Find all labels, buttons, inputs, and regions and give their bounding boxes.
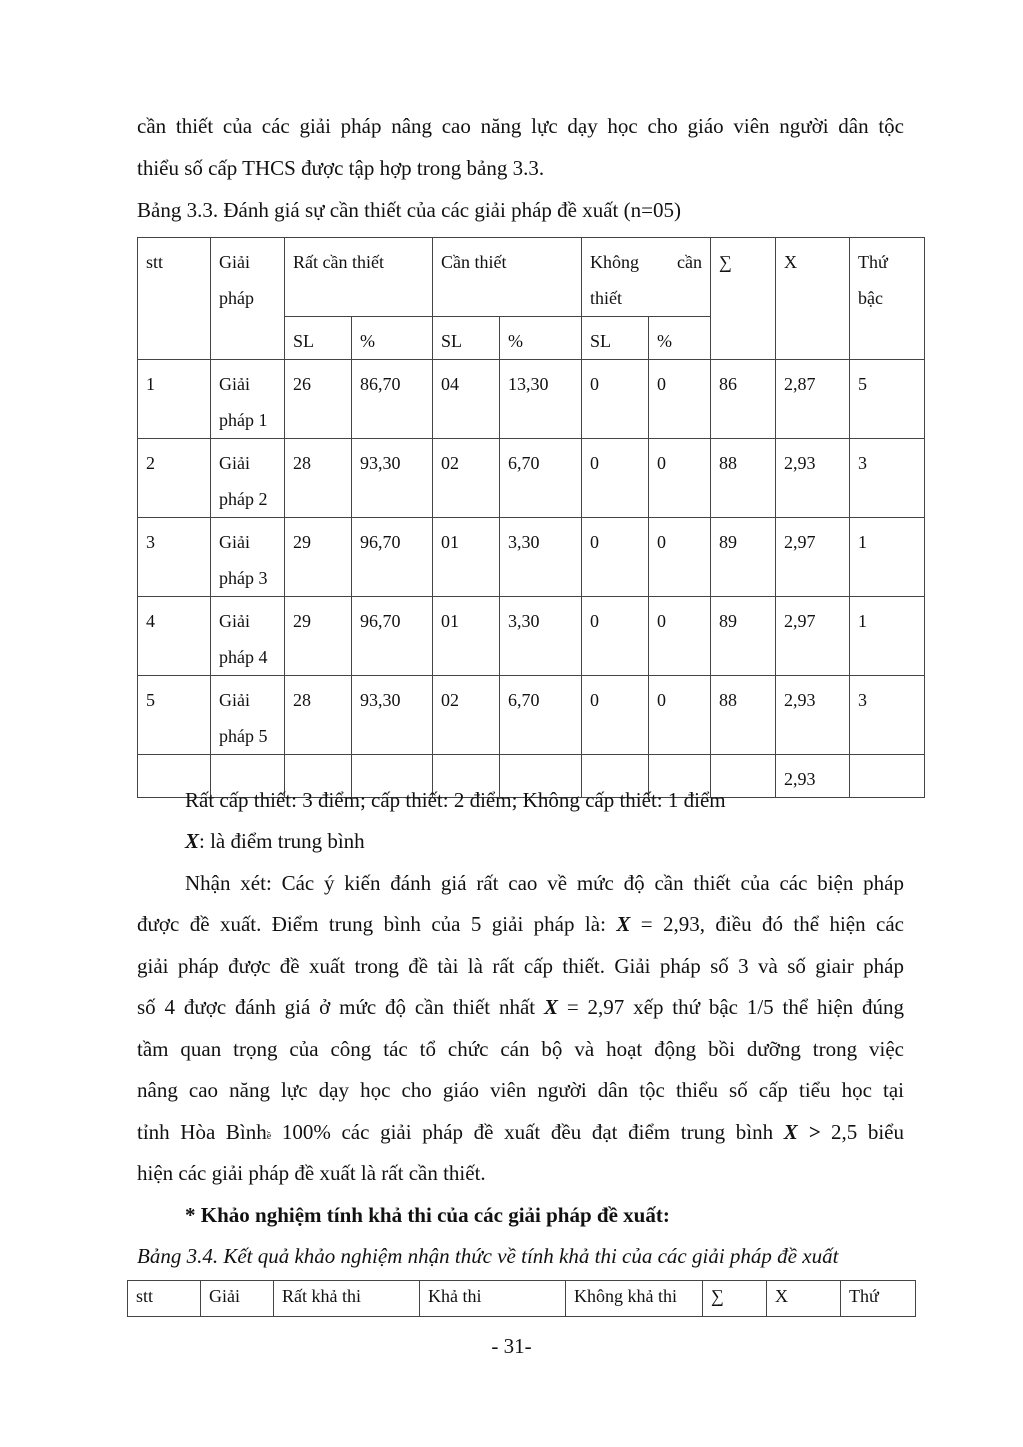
cell-value: 6,70 — [500, 676, 582, 755]
table-3-4-caption: Bảng 3.4. Kết quả khảo nghiệm nhận thức về tính khả thi của các giải pháp đề xuất — [137, 1244, 839, 1268]
subheader-pct: % — [352, 317, 433, 360]
cell-sum: 89 — [711, 518, 776, 597]
cell-x: 2,87 — [776, 360, 850, 439]
remark-line-7: tỉnh Hòa Bìnhề 100% các giải pháp đề xuất đều đạt điểm trung bình X > 2,5 biểu — [137, 1120, 904, 1144]
cell-value: 28 — [285, 676, 352, 755]
subheader-pct: % — [649, 317, 711, 360]
remark-line-4: số 4 được đánh giá ở mức độ cần thiết nhất X = 2,97 xếp thứ bậc 1/5 thể hiện đúng — [137, 995, 904, 1019]
cell-stt: 2 — [138, 439, 211, 518]
table-row — [138, 597, 925, 676]
header-sum: ∑ — [703, 1281, 767, 1317]
header-thu-bac: Thứ bậc — [850, 238, 925, 360]
cell-value: 96,70 — [352, 518, 433, 597]
cell-value: 93,30 — [352, 439, 433, 518]
header-stt: stt — [138, 238, 211, 360]
cell-total-x: 2,93 — [776, 755, 850, 798]
cell-rank: 5 — [850, 360, 925, 439]
cell-value: 02 — [433, 439, 500, 518]
table-row — [138, 439, 925, 518]
cell-giai-phap: Giải pháp 4 — [211, 597, 285, 676]
cell-x: 2,93 — [776, 439, 850, 518]
cell-value: 0 — [649, 518, 711, 597]
cell-value: 3,30 — [500, 518, 582, 597]
table-header-row — [138, 238, 925, 317]
remark-line-2: được đề xuất. Điểm trung bình của 5 giải pháp là: X = 2,93, điều đó thể hiện các — [137, 912, 904, 936]
cell-value: 0 — [582, 518, 649, 597]
page-number: - 31- — [491, 1334, 532, 1358]
remark-line-3: giải pháp được đề xuất trong đề tài là rất cấp thiết. Giải pháp số 3 và số giair pháp — [137, 954, 904, 978]
intro-line-1: cần thiết của các giải pháp nâng cao năng lực dạy học cho giáo viên người dân tộc — [137, 114, 904, 138]
scale-note: Rất cấp thiết: 3 điểm; cấp thiết: 2 điểm; Không cấp thiết: 1 điểm — [185, 788, 726, 812]
remark-line-5: tầm quan trọng của công tác tổ chức cán bộ và hoạt động bồi dưỡng trong việc — [137, 1037, 904, 1061]
header-giai-phap: Giải — [201, 1281, 274, 1317]
intro-line-2: thiểu số cấp THCS được tập hợp trong bảng 3.3. — [137, 156, 545, 180]
section-heading: * Khảo nghiệm tính khả thi của các giải pháp đề xuất: — [185, 1203, 670, 1227]
cell-value: 96,70 — [352, 597, 433, 676]
cell-value: 86,70 — [352, 360, 433, 439]
cell-value: 29 — [285, 518, 352, 597]
header-khong-can-thiet: Không cần thiết — [582, 238, 711, 317]
cell-rank: 1 — [850, 518, 925, 597]
remark-line-6: nâng cao năng lực dạy học cho giáo viên người dân tộc thiểu số cấp tiểu học tại — [137, 1078, 904, 1102]
cell-giai-phap: Giải pháp 1 — [211, 360, 285, 439]
cell-x: 2,97 — [776, 597, 850, 676]
cell-value: 13,30 — [500, 360, 582, 439]
cell-giai-phap: Giải pháp 2 — [211, 439, 285, 518]
cell-rank: 3 — [850, 439, 925, 518]
cell-value: 0 — [649, 676, 711, 755]
cell-giai-phap: Giải pháp 3 — [211, 518, 285, 597]
table-row — [138, 360, 925, 439]
subheader-sl: SL — [285, 317, 352, 360]
header-kha-thi: Khả thi — [420, 1281, 566, 1317]
cell-value: 6,70 — [500, 439, 582, 518]
header-khong-kha-thi: Không khả thi — [566, 1281, 703, 1317]
cell-value: 0 — [649, 597, 711, 676]
header-rat-kha-thi: Rất khả thi — [274, 1281, 420, 1317]
cell-rank: 1 — [850, 597, 925, 676]
header-giai-phap: Giải pháp — [211, 238, 285, 360]
cell-value: 01 — [433, 518, 500, 597]
header-rat-can-thiet: Rất cần thiết — [285, 238, 433, 317]
cell-value: 0 — [582, 676, 649, 755]
cell-sum: 88 — [711, 676, 776, 755]
cell-stt: 4 — [138, 597, 211, 676]
cell-value: 0 — [649, 360, 711, 439]
header-can-thiet: Cần thiết — [433, 238, 582, 317]
subheader-sl: SL — [433, 317, 500, 360]
remark-line-1: Nhận xét: Các ý kiến đánh giá rất cao về mức độ cần thiết của các biện pháp — [185, 871, 904, 895]
table-row — [138, 518, 925, 597]
remark-line-8: hiện các giải pháp đề xuất là rất cần thiết. — [137, 1161, 486, 1185]
subheader-pct: % — [500, 317, 582, 360]
cell-x: 2,97 — [776, 518, 850, 597]
cell-value: 93,30 — [352, 676, 433, 755]
cell-value: 02 — [433, 676, 500, 755]
table-3-3-caption: Bảng 3.3. Đánh giá sự cần thiết của các giải pháp đề xuất (n=05) — [137, 198, 681, 222]
cell-value: 3,30 — [500, 597, 582, 676]
cell-sum: 86 — [711, 360, 776, 439]
cell-value: 26 — [285, 360, 352, 439]
cell-value: 0 — [582, 597, 649, 676]
header-stt: stt — [128, 1281, 201, 1317]
cell-value: 0 — [649, 439, 711, 518]
table-header-row — [128, 1281, 916, 1317]
cell-value: 0 — [582, 439, 649, 518]
subheader-sl: SL — [582, 317, 649, 360]
cell-value: 29 — [285, 597, 352, 676]
cell-x: 2,93 — [776, 676, 850, 755]
cell-value: 0 — [582, 360, 649, 439]
x-definition: X: là điểm trung bình — [185, 829, 365, 853]
header-sum: ∑ — [711, 238, 776, 360]
cell-sum: 89 — [711, 597, 776, 676]
table-row — [138, 676, 925, 755]
cell-giai-phap: Giải pháp 5 — [211, 676, 285, 755]
cell-value: 01 — [433, 597, 500, 676]
table-3-4 — [127, 1280, 916, 1317]
cell-value: 28 — [285, 439, 352, 518]
cell-rank: 3 — [850, 676, 925, 755]
header-x: X — [776, 238, 850, 360]
cell-stt: 5 — [138, 676, 211, 755]
header-x: X — [767, 1281, 841, 1317]
header-thu: Thứ — [841, 1281, 916, 1317]
cell-sum: 88 — [711, 439, 776, 518]
table-3-3 — [137, 237, 925, 798]
cell-value: 04 — [433, 360, 500, 439]
cell-stt: 1 — [138, 360, 211, 439]
cell-stt: 3 — [138, 518, 211, 597]
